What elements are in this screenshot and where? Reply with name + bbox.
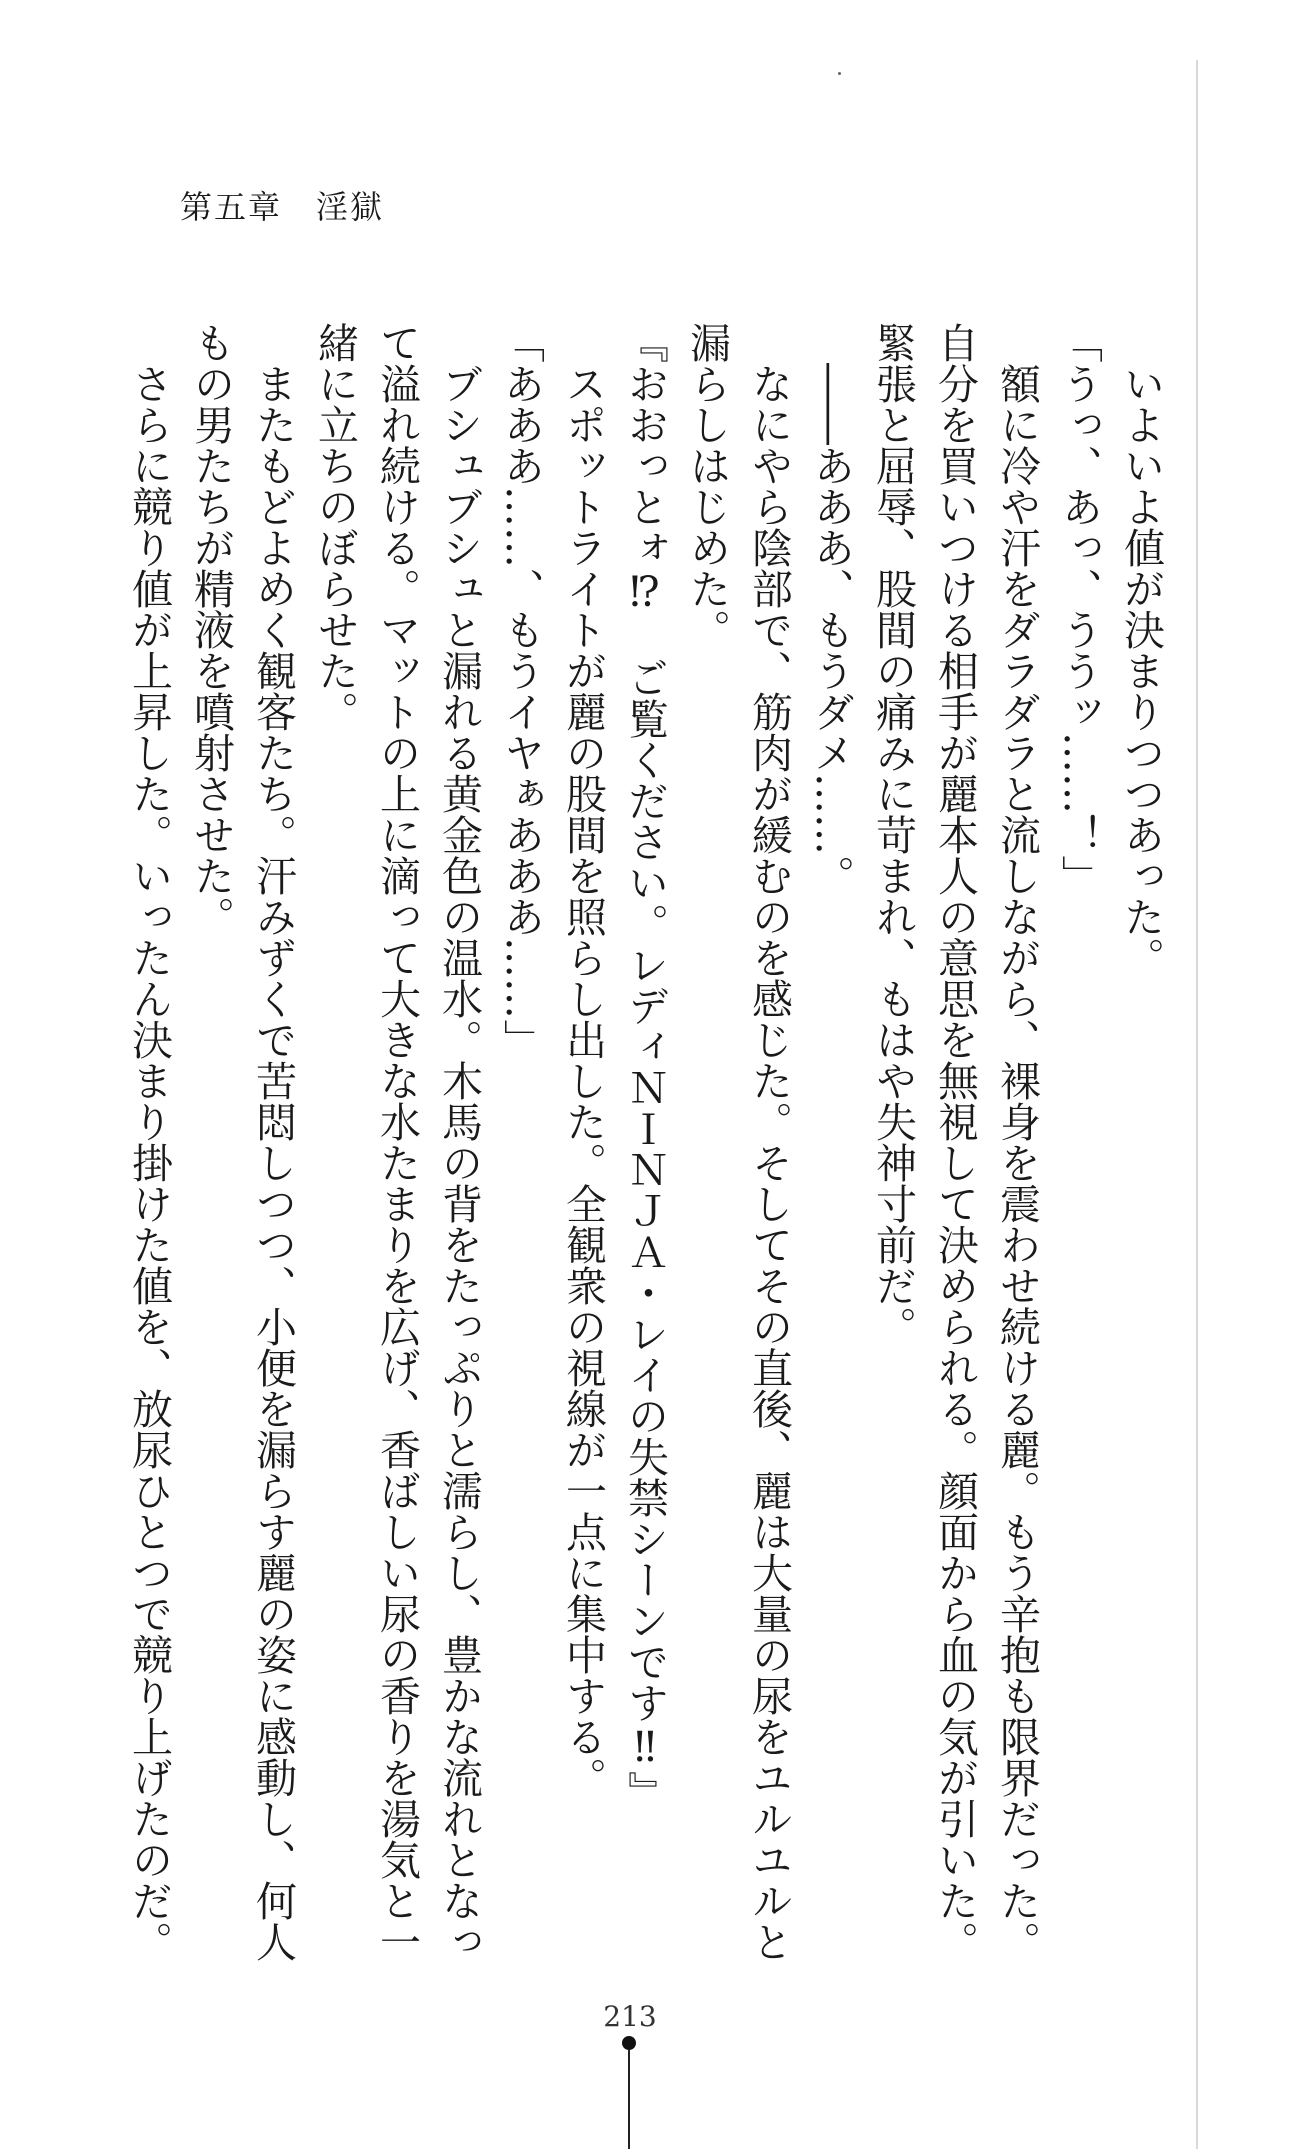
text-line: ブシュブシュと漏れる黄金色の温水。木馬の背をたっぷりと濡らし、豊かな流れとなっ — [435, 322, 483, 1962]
text-line: 額に冷や汗をダラダラと流しながら、裸身を震わせ続ける麗。もう辛抱も限界だった。 — [993, 322, 1041, 1962]
vertical-body-text — [125, 322, 1172, 1962]
text-line: 緒に立ちのぼらせた。 — [311, 322, 359, 732]
text-line: またもどよめく観客たち。汗みずくで苦悶しつつ、小便を漏らす麗の姿に感動し、何人 — [249, 322, 297, 1962]
text-line: 「あああ……、もうイヤぁあああ……」 — [497, 322, 545, 1060]
page-number: 213 — [603, 2000, 657, 2033]
scan-speck — [838, 72, 841, 75]
chapter-header: 第五章 淫獄 — [180, 188, 385, 226]
text-line: さらに競り値が上昇した。いったん決まり掛けた値を、放尿ひとつで競り上げたのだ。 — [125, 322, 173, 1962]
text-line: もの男たちが精液を噴射させた。 — [187, 322, 235, 937]
text-line: 自分を買いつける相手が麗本人の意思を無視して決められる。顔面から血の気が引いた。 — [931, 322, 979, 1962]
page-edge-shadow — [1196, 60, 1198, 2149]
bookmark-thread-line — [628, 2050, 630, 2149]
text-line: 「うっ、あっ、ううッ……！」 — [1055, 322, 1103, 896]
bookmark-thread-dot — [622, 2036, 636, 2050]
text-line: いよいよ値が決まりつつあった。 — [1117, 322, 1165, 978]
text-line: ――あああ、もうダメ……。 — [807, 322, 855, 896]
text-line: 漏らしはじめた。 — [683, 322, 731, 650]
text-line: スポットライトが麗の股間を照らし出した。全観衆の視線が一点に集中する。 — [559, 322, 607, 1798]
text-line: なにやら陰部で、筋肉が緩むのを感じた。そしてその直後、麗は大量の尿をユルユルと — [745, 322, 793, 1962]
text-line: て溢れ続ける。マットの上に滴って大きな水たまりを広げ、香ばしい尿の香りを湯気と一 — [373, 322, 421, 1962]
text-line: 『おおっとォ⁉ ご覧ください。レディＮＩＮＪＡ・レイの失禁シーンです‼』 — [621, 322, 669, 1812]
text-line: 緊張と屈辱、股間の痛みに苛まれ、もはや失神寸前だ。 — [869, 322, 917, 1347]
